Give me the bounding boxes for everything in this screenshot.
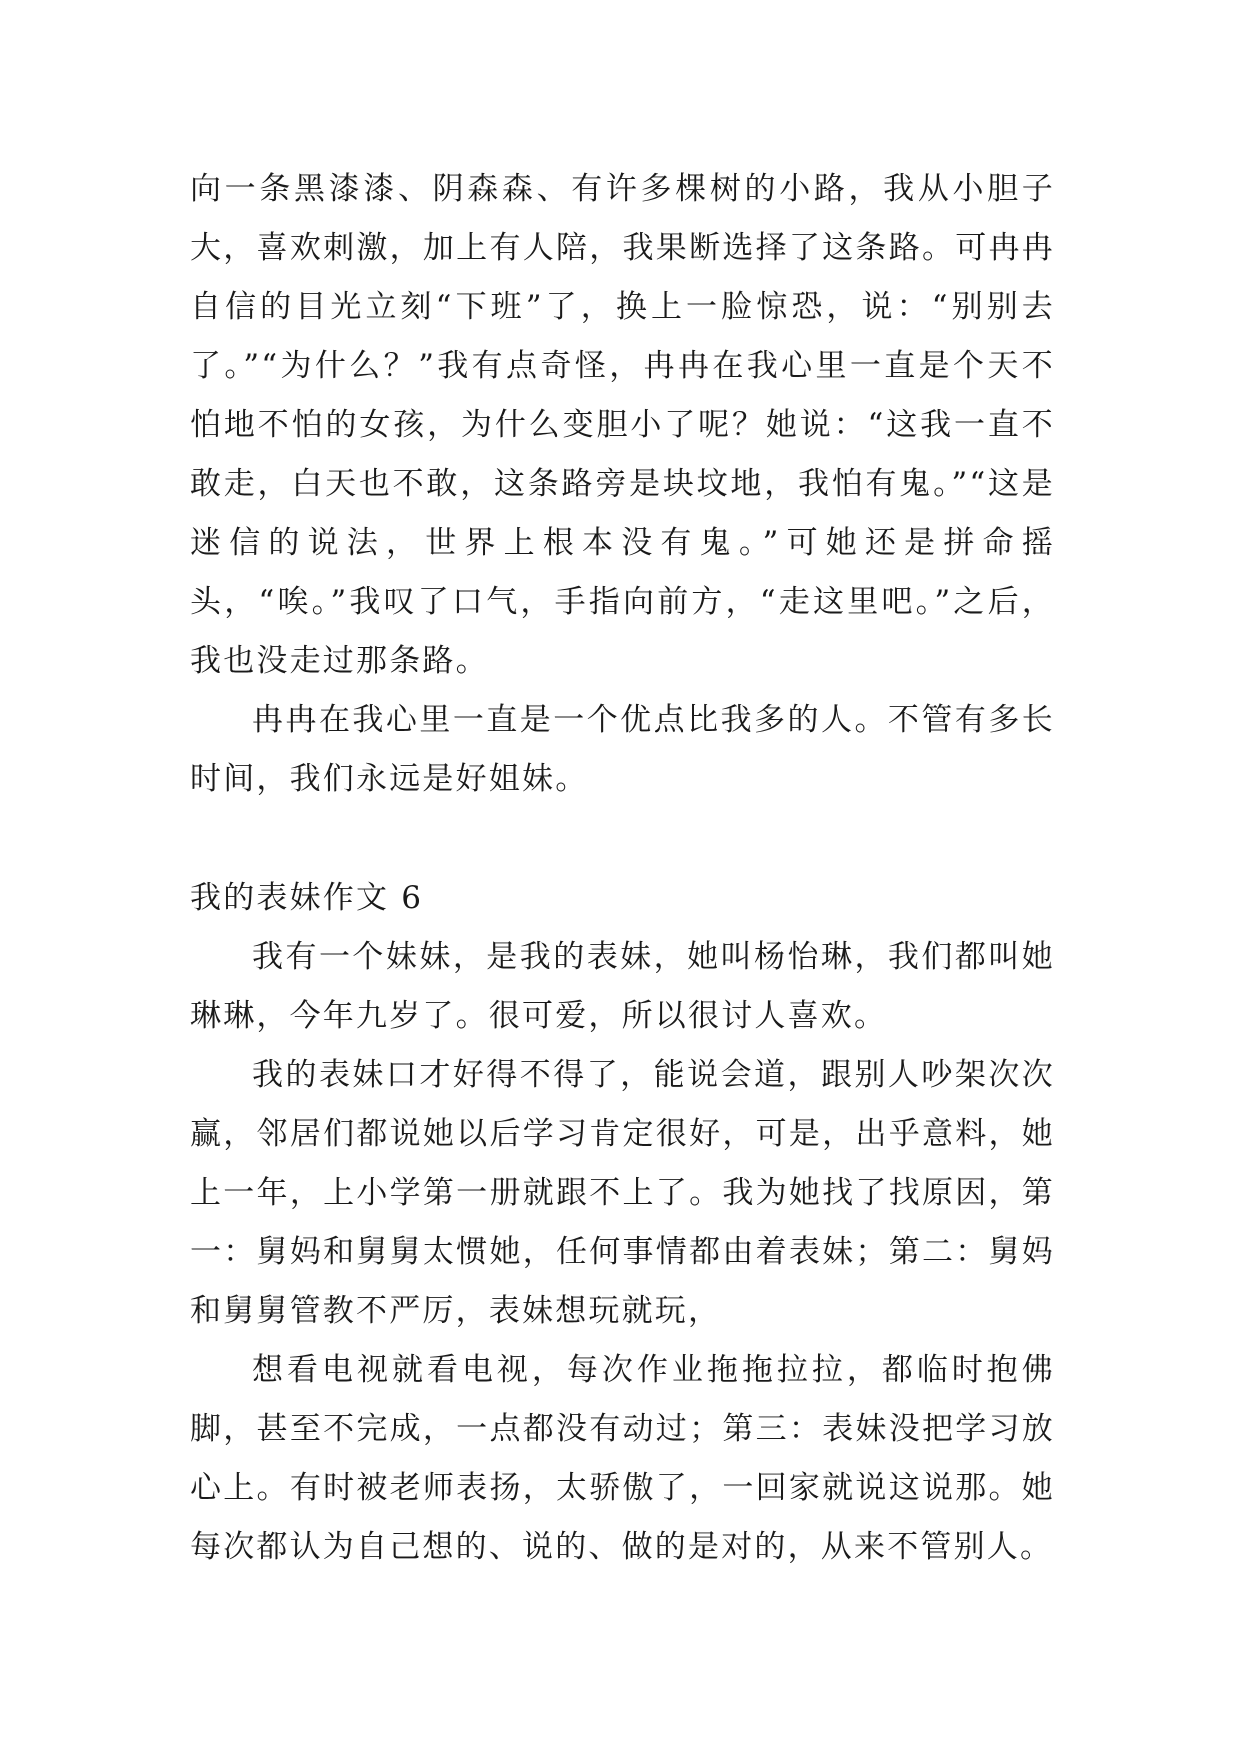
section-title: 我的表妹作文 6 bbox=[190, 880, 424, 916]
paragraph: 想看电视就看电视，每次作业拖拖拉拉，都临时抱佛脚，甚至不完成，一点都没有动过；第三：表妹没把学习放心上。有时被老师表扬，太骄傲了，一回家就说这说那。她每次都认为自己想的、说的、做的是对的，从来不管别人。 bbox=[190, 1352, 1055, 1565]
paragraph: 向一条黑漆漆、阴森森、有许多棵树的小路，我从小胆子大，喜欢刺激，加上有人陪，我果断选择了这条路。可冉冉自信的目光立刻“下班”了，换上一脸惊恐，说：“别别去了。”“为什么？”我有点奇怪，冉冉在我心里一直是个天不怕地不怕的女孩，为什么变胆小了呢？她说：“这我一直不敢走，白天也不敢，这条路旁是块坟地，我怕有鬼。”“这是迷信的说法，世界上根本没有鬼。”可她还是拼命摇头，“唉。”我叹了口气，手指向前方，“走这里吧。”之后，我也没走过那条路。 bbox=[190, 171, 1055, 679]
paragraph: 我有一个妹妹，是我的表妹，她叫杨怡琳，我们都叫她琳琳，今年九岁了。很可爱，所以很讨人喜欢。 bbox=[190, 939, 1055, 1034]
paragraph: 我的表妹口才好得不得了，能说会道，跟别人吵架次次赢，邻居们都说她以后学习肯定很好，可是，出乎意料，她上一年，上小学第一册就跟不上了。我为她找了找原因，第一：舅妈和舅舅太惯她，任何事情都由着表妹；第二：舅妈和舅舅管教不严厉，表妹想玩就玩， bbox=[190, 1057, 1055, 1329]
paragraph: 冉冉在我心里一直是一个优点比我多的人。不管有多长时间，我们永远是好姐妹。 bbox=[190, 702, 1055, 797]
document-page bbox=[190, 160, 1055, 1577]
